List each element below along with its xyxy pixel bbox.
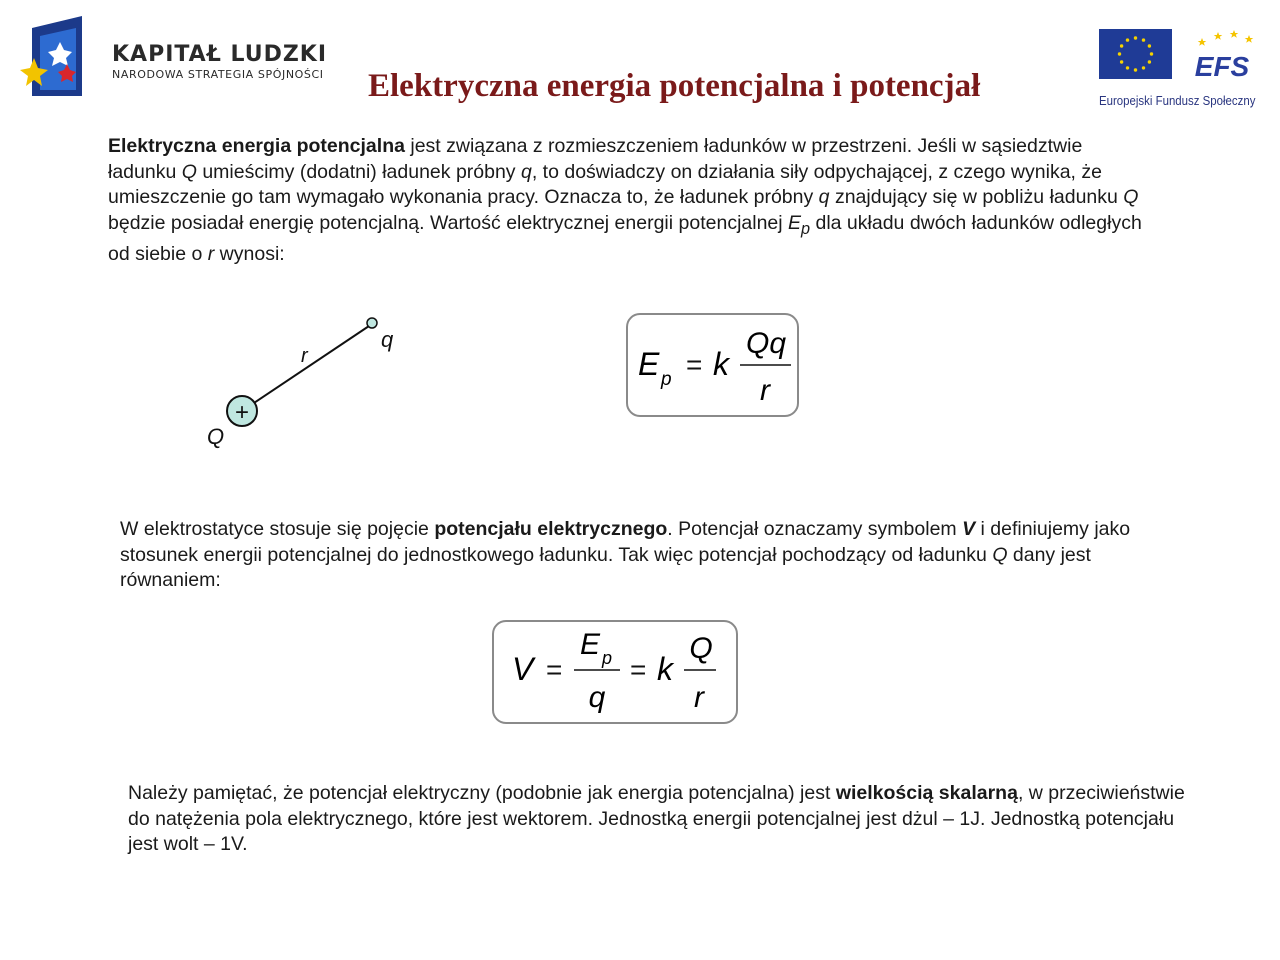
- efs-logo: [1188, 28, 1258, 82]
- eu-star-icon: [1126, 38, 1129, 41]
- paragraph-electric-potential: W elektrostatyce stosuje się pojęcie potencjału elektrycznego. Potencjał oznaczamy symbolem V i definiujemy jako stosunek energii potencjalnej do jednostkowego ładunku. Tak więc potencjał pochodzący od ładunku Q dany jest równaniem:: [120, 518, 1131, 592]
- eu-flag-icon: [1099, 29, 1172, 79]
- formula-potential-energy: [626, 313, 799, 417]
- charges-diagram: [195, 310, 425, 460]
- f2-equals-2: =: [630, 654, 647, 685]
- label-Q: Q: [207, 424, 225, 449]
- f2-den2: r: [694, 681, 704, 714]
- test-charge-icon: [367, 318, 377, 328]
- f2-lhs: V: [512, 651, 534, 687]
- eu-star-icon: [1120, 60, 1123, 63]
- f1-lhs: E: [638, 346, 660, 382]
- f2-den1: q: [588, 681, 606, 714]
- efs-caption: Europejski Fundusz Społeczny: [1099, 93, 1256, 108]
- f1-k: k: [713, 346, 729, 382]
- eu-star-icon: [1134, 68, 1137, 71]
- program-name: KAPITAŁ LUDZKI: [112, 42, 328, 67]
- f2-k: k: [657, 651, 673, 687]
- f2-num1-sub: p: [602, 648, 613, 668]
- f1-denominator: r: [760, 374, 770, 407]
- paragraph-potential-energy: Elektryczna energia potencjalna jest związana z rozmieszczeniem ładunków w przestrzeni. Jeśli w sąsiedztwie ładunku Q umieścimy (dodatni) ładunek próbny q, to doświadczy on działania siły odpychającej, z czego wynika, że umieszczenie go tam wymagało wykonania pracy. Oznacza to, że ładunek próbny q znajdujący się w pobliżu ładunku Q będzie posiadał energię potencjalną. Wartość elektrycznej energii potencjalnej $E_p$ dla układu dwóch ładunków odległych od siebie o r wynosi:: [108, 135, 1142, 266]
- plus-sign: +: [234, 399, 250, 426]
- eu-star-icon: [1120, 44, 1123, 47]
- eu-star-icon: [1150, 52, 1153, 55]
- eu-star-icon: [1118, 52, 1121, 55]
- f1-equals: =: [686, 349, 703, 380]
- eu-star-icon: [1142, 38, 1145, 41]
- slide-title: Elektryczna energia potencjalna i potencjał: [368, 68, 981, 104]
- eu-star-icon: [1134, 36, 1137, 39]
- eu-star-icon: [1148, 44, 1151, 47]
- f1-numerator: Qq: [745, 327, 787, 360]
- f2-equals-1: =: [546, 654, 563, 685]
- f2-num1: E: [580, 628, 601, 661]
- distance-line: [242, 324, 372, 411]
- program-subtitle: NARODOWA STRATEGIA SPÓJNOŚCI: [112, 68, 324, 81]
- eu-star-icon: [1148, 60, 1151, 63]
- f1-lhs-sub: p: [661, 369, 672, 390]
- eu-star-icon: [1126, 66, 1129, 69]
- kapital-ludzki-logo: [18, 14, 88, 100]
- eu-star-icon: [1142, 66, 1145, 69]
- paragraph-scalar-note: Należy pamiętać, że potencjał elektryczny (podobnie jak energia potencjalna) jest wielkością skalarną, w przeciwieństwie do natężenia pola elektrycznego, które jest wektorem. Jednostką energii potencjalnej jest dżul – 1J. Jednostką potencjału jest wolt – 1V.: [128, 782, 1185, 856]
- label-r: r: [301, 345, 308, 367]
- label-q: q: [381, 327, 394, 352]
- f2-num2: Q: [689, 632, 713, 665]
- formula-potential: [492, 620, 738, 724]
- efs-logo-text: EFS: [1194, 51, 1250, 82]
